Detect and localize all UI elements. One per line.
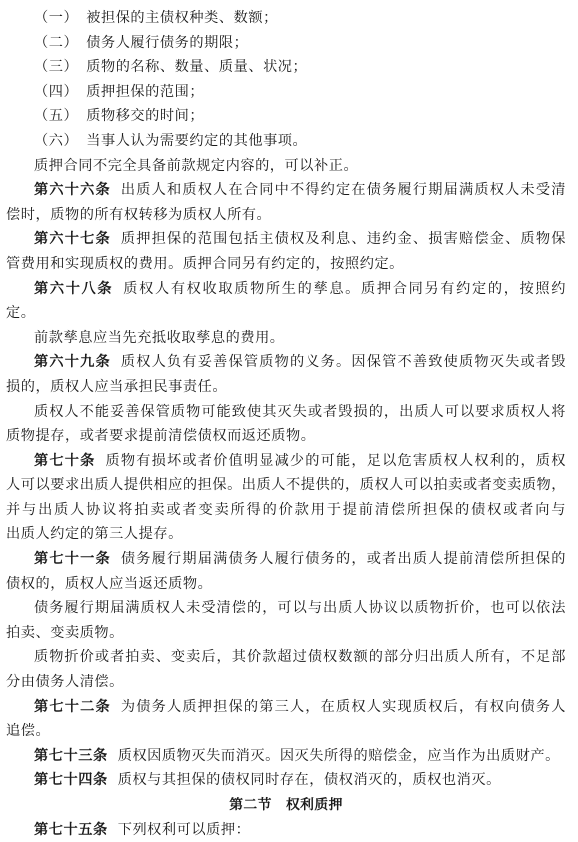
paragraph-supplement: 质押合同不完全具备前款规定内容的，可以补正。 [34, 157, 359, 174]
article-70-line-3: 并与出质人协议将拍卖或者变卖所得的价款用于提前清偿所担保的债权或者向与 [6, 501, 566, 518]
article-71-paragraph-2-line-2: 拍卖、变卖质物。 [6, 624, 124, 641]
article-75-line-1 [6, 818, 566, 842]
item-label: （一） [34, 10, 79, 26]
article-text: 质权人有权收取质物所生的孳息。质押合同另有约定的，按照约 [123, 280, 566, 297]
item-label: （五） [34, 108, 79, 125]
list-item [6, 104, 566, 129]
article-text: 质押担保的范围包括主债权及利息、违约金、损害赔偿金、质物保 [120, 231, 566, 248]
article-text: 债务履行期届满债务人履行债务的，或者出质人提前清偿所担保的 [120, 551, 566, 568]
article-title: 第六十八条 [34, 280, 114, 297]
article-text: 下列权利可以质押： [117, 821, 251, 838]
list-item [6, 31, 566, 56]
article-70-line-4: 出质人约定的第三人提存。 [6, 526, 183, 543]
item-label: （六） [34, 132, 79, 149]
article-66-line-1 [6, 178, 566, 203]
list-item [6, 129, 566, 154]
article-71-line-1 [6, 547, 566, 572]
article-68-paragraph-2: 前款孳息应当先充抵收取孳息的费用。 [34, 329, 285, 346]
article-71-paragraph-3-line-2: 分由债务人清偿。 [6, 674, 124, 691]
article-title: 第六十九条 [34, 354, 111, 371]
article-title: 第七十三条 [34, 747, 108, 764]
article-69-paragraph-2-line-2: 质物提存，或者要求提前清偿债权而返还质物。 [6, 428, 316, 445]
article-69-line-1 [6, 350, 566, 375]
item-text: 被担保的主债权种类、数额； [86, 10, 278, 26]
list-item [6, 6, 566, 31]
list-item [6, 80, 566, 105]
article-title: 第七十五条 [34, 821, 108, 838]
article-text: 质权因质物灭失而消灭。因灭失所得的赔偿金，应当作为出质财产。 [117, 747, 560, 764]
article-71-paragraph-2-line-1: 债务履行期届满质权人未受清偿的，可以与出质人协议以质物折价，也可以依法 [34, 600, 566, 617]
article-67-line-1 [6, 227, 566, 252]
article-text: 质权人负有妥善保管质物的义务。因保管不善致使质物灭失或者毁 [120, 354, 566, 371]
article-title: 第六十六条 [34, 182, 111, 199]
item-text: 当事人认为需要约定的其他事项。 [86, 132, 308, 149]
item-text: 质物的名称、数量、质量、状况； [86, 59, 308, 76]
article-68-line-2: 定。 [6, 305, 36, 322]
item-label: （三） [34, 59, 79, 76]
article-71-paragraph-3-line-1: 质物折价或者拍卖、变卖后，其价款超过债权数额的部分归出质人所有，不足部 [34, 649, 566, 666]
article-70-line-1 [6, 449, 566, 474]
article-73-line-1 [6, 744, 566, 769]
article-74-line-1 [6, 768, 566, 793]
article-title: 第七十四条 [34, 772, 108, 789]
article-text: 质权与其担保的债权同时存在，债权消灭的，质权也消灭。 [117, 772, 501, 789]
article-title: 第七十一条 [34, 551, 111, 568]
article-68-line-1 [6, 277, 566, 302]
article-text: 出质人和质权人在合同中不得约定在债务履行期届满质权人未受清 [120, 182, 566, 199]
article-70-line-2: 人可以要求出质人提供相应的担保。出质人不提供的，质权人可以拍卖或者变卖质物， [6, 477, 567, 494]
article-text: 质物有损坏或者价值明显减少的可能，足以危害质权人权利的，质权 [105, 452, 566, 469]
item-text: 债务人履行债务的期限； [86, 34, 249, 51]
article-66-line-2: 偿时，质物的所有权转移为质权人所有。 [6, 206, 272, 223]
article-69-line-2: 损的，质权人应当承担民事责任。 [6, 378, 228, 395]
item-label: （二） [34, 34, 79, 51]
article-67-line-2: 管费用和实现质权的费用。质押合同另有约定的，按照约定。 [6, 255, 404, 272]
article-title: 第七十二条 [34, 698, 111, 715]
section-heading: 第二节 权利质押 [229, 797, 343, 813]
article-72-line-2: 追偿。 [6, 723, 51, 740]
article-72-line-1 [6, 695, 566, 720]
item-text: 质物移交的时间； [86, 108, 205, 125]
article-title: 第七十条 [34, 452, 96, 469]
article-text: 为债务人质押担保的第三人，在质权人实现质权后，有权向债务人 [120, 698, 566, 715]
list-item [6, 55, 566, 80]
item-text: 质押担保的范围； [86, 83, 205, 100]
item-label: （四） [34, 83, 79, 100]
article-title: 第六十七条 [34, 231, 111, 248]
article-71-line-2: 债权的，质权人应当返还质物。 [6, 575, 213, 592]
article-69-paragraph-2-line-1: 质权人不能妥善保管质物可能致使其灭失或者毁损的，出质人可以要求质权人将 [34, 403, 566, 420]
